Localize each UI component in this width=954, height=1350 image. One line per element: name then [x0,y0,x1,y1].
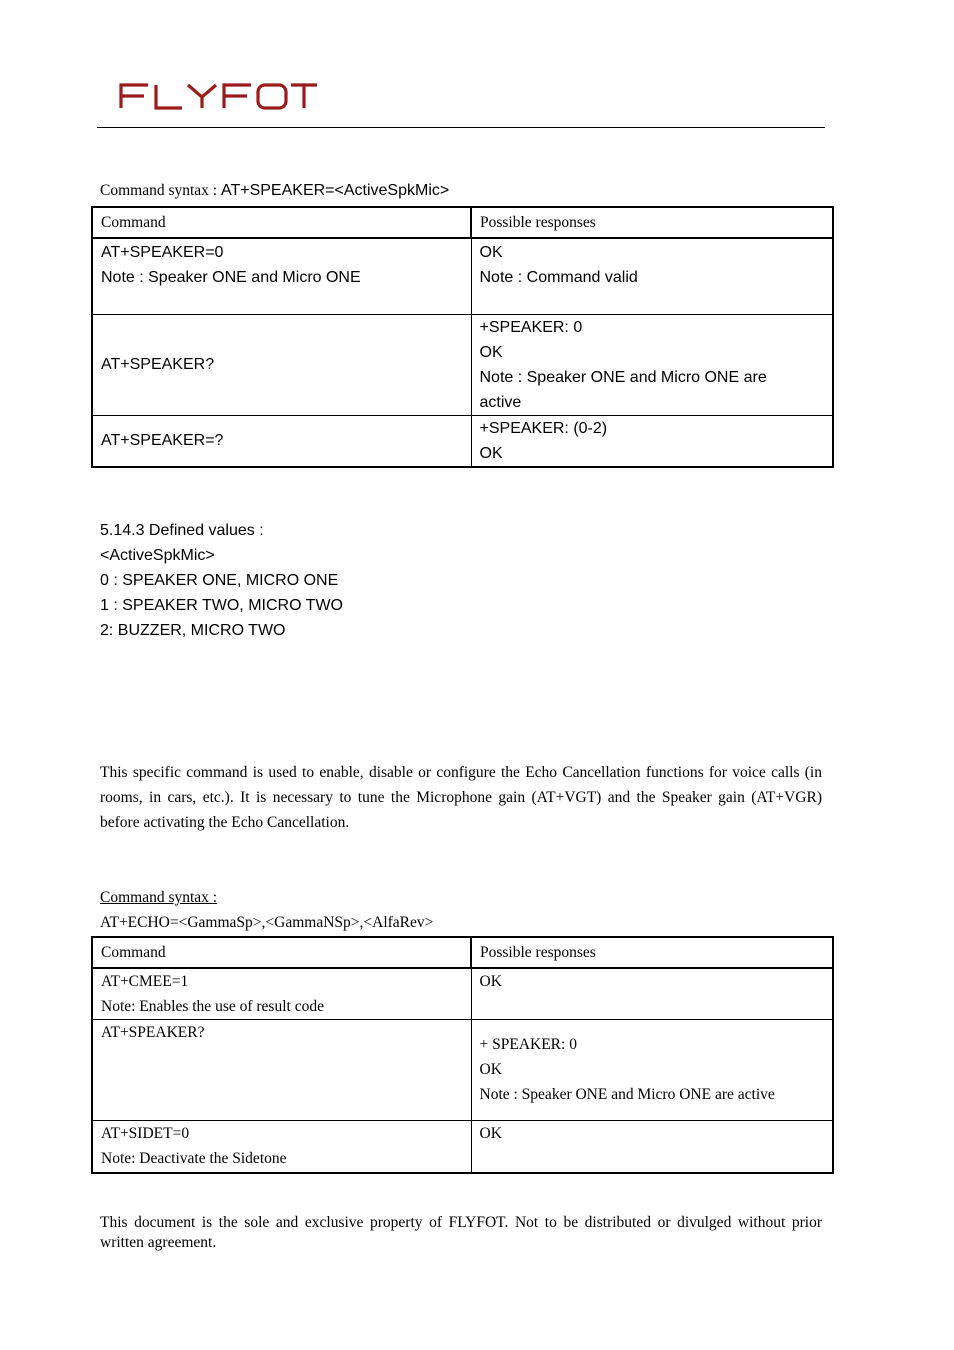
command-cell [92,968,471,1020]
response-note: Note : Speaker ONE and Micro ONE are active [479,1086,775,1103]
response-text: OK [479,244,503,261]
defined-value-item: 0 : SPEAKER ONE, MICRO ONE [100,572,339,589]
header-responses: Possible responses [471,207,833,238]
table-row [92,314,833,415]
table-row [92,968,833,1020]
response-cell [471,1121,833,1173]
table-row [92,1121,833,1173]
command-text: AT+CMEE=1 [101,973,189,990]
defined-value-item: 1 : SPEAKER TWO, MICRO TWO [100,597,343,614]
command-syntax-line [100,182,449,200]
table-header-row [92,937,833,968]
table-row [92,415,833,467]
command-note: Note : Speaker ONE and Micro ONE [101,269,361,286]
command-note: Note: Deactivate the Sidetone [101,1150,287,1167]
response-text: + SPEAKER: 0 [479,1036,577,1053]
command-note: Note: Enables the use of result code [101,998,324,1015]
command-cell [92,238,471,314]
header-responses: Possible responses [471,937,833,968]
response-cell [471,415,833,467]
command-text: AT+SPEAKER? [101,1024,205,1041]
response-cell [471,238,833,314]
response-cell [471,1020,833,1121]
response-text: OK [479,1125,502,1142]
speaker-command-table [91,206,834,468]
response-note: Note : Speaker ONE and Micro ONE are [479,368,767,386]
defined-values-heading: 5.14.3 Defined values : [100,522,264,539]
table-row [92,238,833,314]
table-header-row [92,207,833,238]
table-row [92,1020,833,1121]
command-cell [92,1121,471,1173]
response-text: OK [479,444,503,462]
command-cell [92,415,471,467]
command-text: AT+SPEAKER=? [101,432,224,449]
echo-command-table [91,936,834,1174]
defined-values [100,518,343,643]
command-cell [92,314,471,415]
confidentiality-footer: This document is the sole and exclusive property of FLYFOT. Not to be distributed or divulged without prior written agreement. [100,1214,822,1251]
response-note: active [479,393,522,411]
command-text: AT+SIDET=0 [101,1125,190,1142]
command-text: AT+SPEAKER=0 [101,244,224,261]
command-syntax-label: Command syntax : [100,182,221,199]
echo-syntax-value: AT+ECHO=<GammaSp>,<GammaNSp>,<AlfaRev> [100,914,434,931]
response-text: OK [479,973,502,990]
flyfot-logo [118,80,318,114]
defined-value-item: 2: BUZZER, MICRO TWO [100,622,286,639]
echo-description: This specific command is used to enable, disable or configure the Echo Cancellation functions for voice calls (in rooms, in cars, etc.). It is necessary to tune the Microphone gain (AT+VGT) and the Speaker gain (AT+VGR) before activating the Echo Cancellation. [100,764,822,831]
header-command: Command [92,937,471,968]
response-text: OK [479,1061,502,1078]
header-rule [97,127,825,128]
response-text: OK [479,343,503,361]
command-cell [92,1020,471,1121]
response-cell [471,968,833,1020]
header-command: Command [92,207,471,238]
echo-syntax [100,885,433,935]
response-text: +SPEAKER: 0 [479,318,583,336]
command-text: AT+SPEAKER? [101,356,215,373]
echo-syntax-label: Command syntax : [100,889,218,906]
response-cell [471,314,833,415]
response-text: +SPEAKER: (0-2) [479,419,608,437]
defined-values-param: <ActiveSpkMic> [100,547,215,564]
command-syntax-value: AT+SPEAKER=<ActiveSpkMic> [220,182,450,199]
response-note: Note : Command valid [479,269,638,286]
